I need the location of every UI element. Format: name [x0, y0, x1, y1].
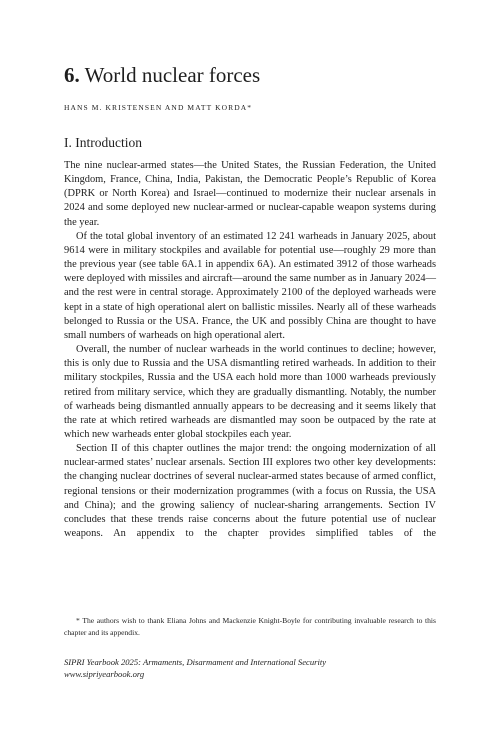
- page-footer: [64, 656, 436, 680]
- paragraph-4: Section II of this chapter outlines the major trend: the ongoing modernization of all nuclear-armed states’ nuclear arsenals. Section III explores two other key developments: the changing nuclear doctrines of several nuclear-armed states because of armed conflict, regional tensions or their modernization programmes (with a focus on Russia, the USA and China); and the growing saliency of nuclear-sharing arrangements. Section IV concludes that these trends raise concerns about the future potential use of nuclear weapons. An appendix to the chapter provides simplified tables of the: [64, 443, 436, 540]
- chapter-title: [64, 62, 260, 88]
- authors-line: HANS M. KRISTENSEN AND MATT KORDA*: [64, 103, 253, 112]
- section-heading: I. Introduction: [64, 135, 142, 150]
- paragraph-1: The nine nuclear-armed states—the United States, the Russian Federation, the United Kingdom, France, China, India, Pakistan, the Democratic People’s Republic of Korea (DPRK or North Korea) and Israel—continued to modernize their nuclear arsenals in 2024 and some deployed new nuclear-armed or nuclear-capable weapon systems during the year.: [64, 160, 436, 228]
- chapter-title-text: World nuclear forces: [79, 63, 261, 87]
- page: [64, 0, 436, 750]
- footer-publication-title: SIPRI Yearbook 2025: Armaments, Disarmament and International Security: [64, 657, 327, 667]
- footnote: * The authors wish to thank Eliana Johns and Mackenzie Knight-Boyle for contributing invaluable research to this chapter and its appendix.: [64, 616, 436, 637]
- paragraph-3: Overall, the number of nuclear warheads in the world continues to decline; however, this is only due to Russia and the USA dismantling retired warheads. In addition to their military stockpiles, Russia and the USA each hold more than 1000 warheads previously retired from military service, which they are gradually dismantling. Notably, the number of warheads being dismantled annually appears to be decreasing and it seems likely that the rate at which retired warheads are dismantled may soon be outpaced by the rate at which new warheads enter global stockpiles each year.: [64, 344, 436, 440]
- paragraph-2: Of the total global inventory of an estimated 12 241 warheads in January 2025, about 9614 were in military stockpiles and available for potential use—roughly 29 more than the previous year (see table 6A.1 in appendix 6A). An estimated 3912 of those warheads were deployed with missiles and aircraft—around the same number as in January 2024—and the rest were in central storage. Approximately 2100 of the deployed warheads were kept in a state of high operational alert on ballistic missiles. Nearly all of these warheads belonged to Russia or the USA. France, the UK and possibly China are thought to have small numbers of warheads on high operational alert.: [64, 230, 436, 341]
- chapter-number: 6.: [64, 63, 80, 87]
- footer-website: www.sipriyearbook.org: [64, 669, 145, 679]
- body-text: [64, 159, 436, 541]
